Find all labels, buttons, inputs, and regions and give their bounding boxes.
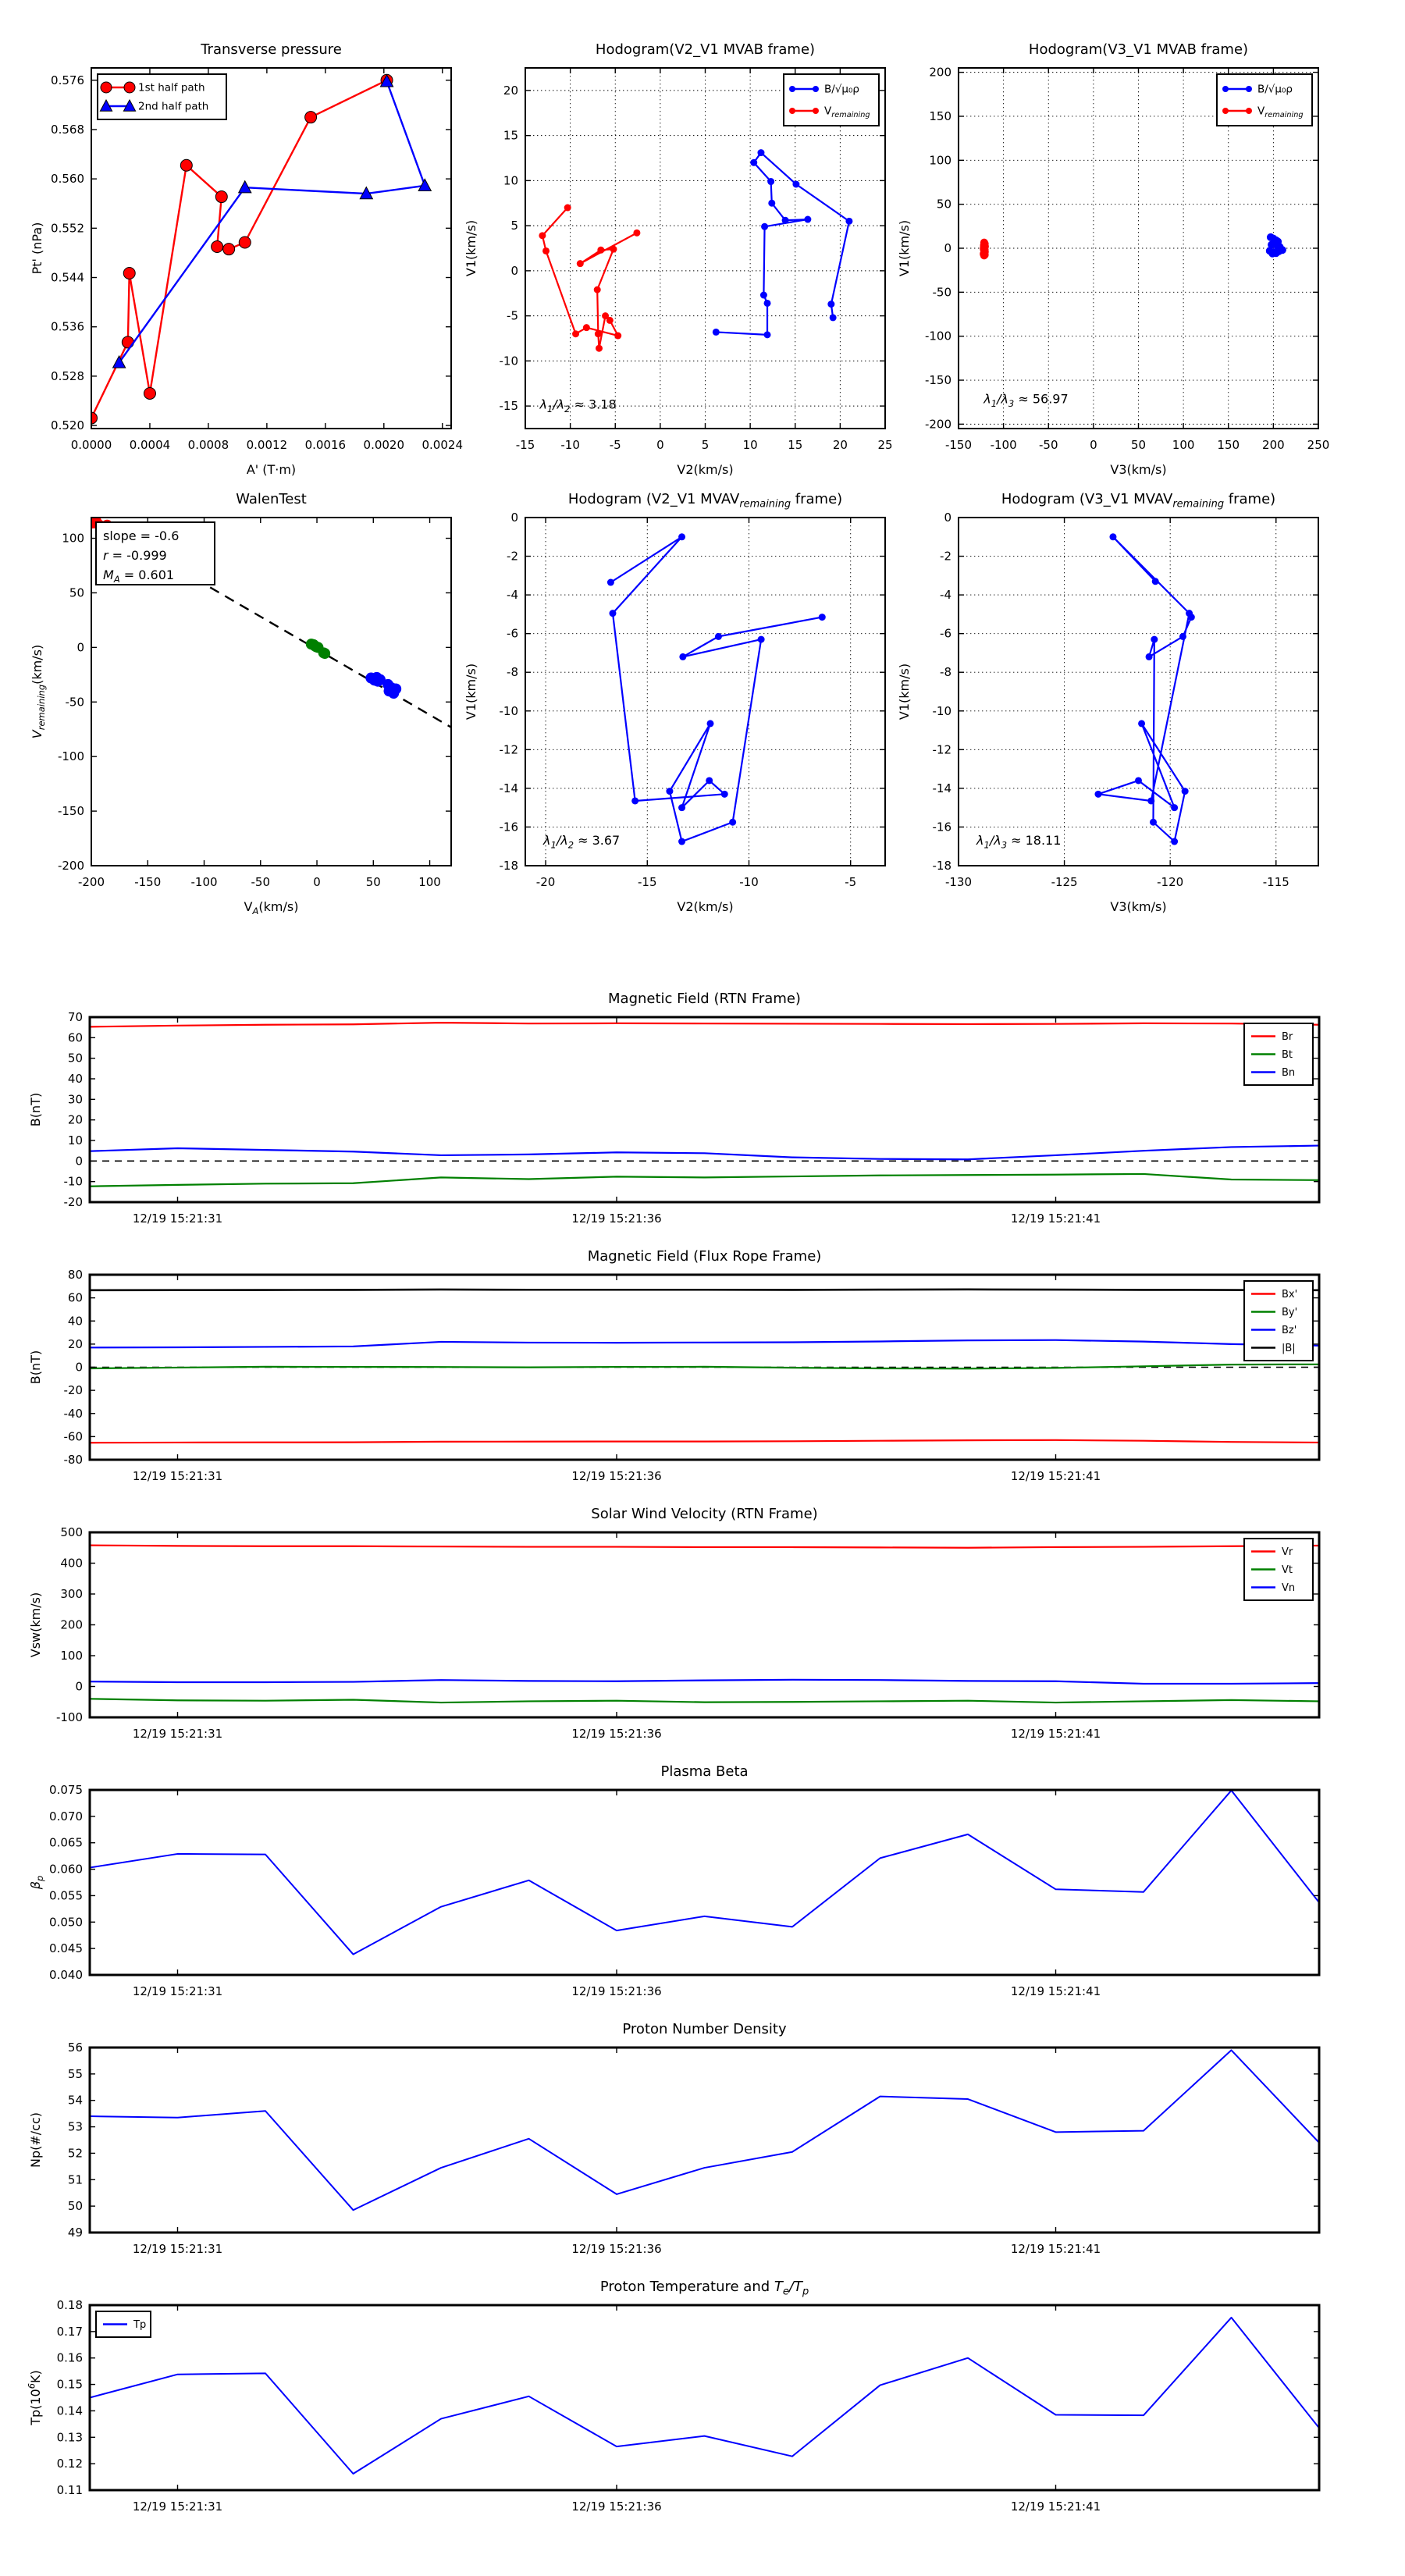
svg-text:-14: -14 — [499, 781, 518, 795]
svg-text:0.15: 0.15 — [56, 2377, 83, 2392]
svg-text:15: 15 — [788, 438, 803, 452]
svg-text:-2: -2 — [940, 549, 951, 564]
svg-text:-18: -18 — [499, 859, 518, 873]
panel-plasma-beta — [0, 1752, 1405, 2010]
svg-text:200: 200 — [929, 65, 951, 80]
svg-text:-2: -2 — [507, 549, 518, 564]
svg-text:55: 55 — [67, 2066, 83, 2081]
svg-text:Plasma Beta: Plasma Beta — [660, 1763, 749, 1780]
panel-solar-wind-velocity — [0, 1495, 1405, 1752]
svg-text:V1(km/s): V1(km/s) — [897, 663, 912, 720]
svg-text:-15: -15 — [499, 399, 518, 414]
svg-text:200: 200 — [60, 1617, 83, 1632]
svg-text:50: 50 — [936, 197, 951, 212]
svg-text:Np(#/cc): Np(#/cc) — [28, 2112, 43, 2168]
svg-text:0.070: 0.070 — [49, 1809, 83, 1823]
svg-text:0: 0 — [313, 875, 321, 889]
svg-text:12/19 15:21:41: 12/19 15:21:41 — [1010, 2500, 1101, 2514]
svg-text:-10: -10 — [560, 438, 580, 452]
svg-text:Bx': Bx' — [1282, 1289, 1298, 1301]
svg-text:-50: -50 — [932, 285, 951, 300]
svg-text:-100: -100 — [190, 875, 218, 889]
svg-text:-60: -60 — [63, 1429, 83, 1444]
svg-text:0.536: 0.536 — [51, 319, 84, 334]
svg-text:By': By' — [1282, 1307, 1298, 1319]
svg-text:300: 300 — [60, 1587, 83, 1601]
svg-text:-130: -130 — [944, 875, 973, 889]
svg-text:0.075: 0.075 — [49, 1783, 83, 1797]
svg-text:0.045: 0.045 — [49, 1941, 83, 1956]
svg-text:-100: -100 — [990, 438, 1017, 452]
plot-hodogram-v3v1-mvav — [867, 476, 1336, 937]
svg-text:500: 500 — [60, 1525, 83, 1539]
svg-text:0: 0 — [944, 511, 951, 525]
svg-text:0.13: 0.13 — [56, 2430, 83, 2445]
svg-text:-15: -15 — [638, 875, 657, 889]
svg-text:0: 0 — [656, 438, 664, 452]
svg-text:53: 53 — [67, 2119, 83, 2134]
panel-magnetic-field-rtn — [0, 980, 1405, 1237]
svg-text:-100: -100 — [55, 1710, 83, 1724]
svg-text:λ1/λ2 ≈ 3.18: $\lambda_1/\lambda_2 \approx 3.18$ — [539, 397, 617, 415]
svg-text:56: 56 — [67, 2041, 83, 2055]
svg-text:51: 51 — [67, 2172, 83, 2187]
svg-text:Vremaining: $V_{remaining}$ — [1257, 105, 1304, 120]
svg-text:0: 0 — [510, 511, 518, 525]
svg-text:0.060: 0.060 — [49, 1862, 83, 1877]
svg-text:12/19 15:21:41: 12/19 15:21:41 — [1010, 1469, 1101, 1483]
svg-text:10: 10 — [67, 1133, 83, 1147]
svg-text:V2(km/s): V2(km/s) — [677, 899, 734, 914]
svg-text:B(nT): B(nT) — [28, 1350, 43, 1385]
svg-text:Solar Wind Velocity (RTN Frame: Solar Wind Velocity (RTN Frame) — [591, 1506, 818, 1522]
svg-text:0: 0 — [75, 1679, 83, 1694]
svg-text:50: 50 — [67, 1051, 83, 1066]
svg-text:12/19 15:21:36: 12/19 15:21:36 — [571, 1469, 662, 1483]
svg-text:70: 70 — [67, 1010, 83, 1024]
svg-text:150: 150 — [1217, 438, 1240, 452]
svg-text:0.18: 0.18 — [56, 2298, 83, 2312]
svg-text:0.055: 0.055 — [49, 1888, 83, 1903]
svg-text:0: 0 — [944, 241, 951, 255]
svg-text:Hodogram (V3_V1 MVAVremaining: Hodogram (V3_V1 $MVAV_{remaining}$ frame) — [1001, 491, 1276, 511]
svg-text:12/19 15:21:41: 12/19 15:21:41 — [1010, 1984, 1101, 1998]
svg-text:60: 60 — [67, 1290, 83, 1305]
svg-text:0: 0 — [76, 640, 84, 655]
svg-text:-14: -14 — [932, 781, 951, 795]
svg-text:Bt: Bt — [1282, 1049, 1293, 1062]
svg-text:Hodogram(V3_V1 MVAB frame): Hodogram(V3_V1 MVAB frame) — [1028, 41, 1249, 58]
svg-text:100: 100 — [1172, 438, 1195, 452]
svg-text:0.0012: 0.0012 — [246, 438, 288, 452]
svg-text:Vsw(km/s): Vsw(km/s) — [28, 1592, 43, 1658]
svg-text:0.520: 0.520 — [51, 418, 84, 433]
svg-text:0.528: 0.528 — [51, 368, 84, 383]
svg-text:250: 250 — [1307, 438, 1330, 452]
svg-text:100: 100 — [62, 531, 84, 546]
svg-text:0.0008: 0.0008 — [187, 438, 229, 452]
svg-text:-150: -150 — [134, 875, 162, 889]
svg-text:Proton Temperature and Te/Tp: Proton Temperature and $T_e/T_p$ — [599, 2279, 809, 2298]
svg-text:Tp: Tp — [133, 2319, 147, 2332]
svg-text:V1(km/s): V1(km/s) — [897, 219, 912, 277]
svg-text:-50: -50 — [251, 875, 271, 889]
svg-text:12/19 15:21:36: 12/19 15:21:36 — [571, 1727, 662, 1741]
svg-text:-20: -20 — [535, 875, 556, 889]
svg-text:-100: -100 — [924, 329, 951, 343]
plot-transverse-pressure — [0, 8, 468, 476]
svg-text:80: 80 — [67, 1268, 83, 1282]
svg-text:0.065: 0.065 — [49, 1835, 83, 1850]
svg-text:0.12: 0.12 — [56, 2457, 83, 2471]
svg-text:Vt: Vt — [1282, 1564, 1293, 1577]
svg-text:-16: -16 — [932, 820, 951, 834]
svg-text:V3(km/s): V3(km/s) — [1110, 899, 1167, 914]
svg-text:12/19 15:21:31: 12/19 15:21:31 — [132, 1984, 223, 1998]
svg-text:0.568: 0.568 — [51, 122, 84, 137]
svg-text:12/19 15:21:41: 12/19 15:21:41 — [1010, 1212, 1101, 1226]
svg-text:-10: -10 — [739, 875, 759, 889]
svg-text:2nd half path: 2nd half path — [138, 100, 209, 113]
svg-text:25: 25 — [877, 438, 893, 452]
svg-text:-150: -150 — [57, 804, 84, 819]
svg-text:-6: -6 — [507, 626, 518, 641]
svg-text:V3(km/s): V3(km/s) — [1110, 462, 1167, 476]
svg-text:12/19 15:21:31: 12/19 15:21:31 — [132, 1727, 223, 1741]
svg-text:200: 200 — [1262, 438, 1285, 452]
svg-text:VA(km/s): $V_A(km/s)$ — [244, 899, 299, 917]
svg-text:40: 40 — [67, 1314, 83, 1329]
svg-text:Vr: Vr — [1282, 1546, 1293, 1559]
svg-text:Vremaining(km/s): $V_{remaining}(km/s)$ — [30, 644, 48, 739]
svg-text:-125: -125 — [1051, 875, 1078, 889]
svg-text:r = -0.999: r = -0.999 — [103, 548, 167, 563]
svg-text:Magnetic Field (Flux Rope Fram: Magnetic Field (Flux Rope Frame) — [587, 1248, 822, 1265]
svg-text:λ1/λ2 ≈ 3.67: $\lambda_1/\lambda_2 \approx 3.67$ — [543, 833, 621, 851]
svg-text:30: 30 — [67, 1092, 83, 1107]
svg-text:|B|: |B| — [1282, 1343, 1296, 1355]
svg-text:-200: -200 — [57, 859, 84, 873]
svg-text:-10: -10 — [932, 703, 951, 718]
svg-text:20: 20 — [503, 83, 518, 98]
svg-text:-200: -200 — [77, 875, 105, 889]
svg-text:100: 100 — [929, 153, 951, 168]
panel-proton-density — [0, 2010, 1405, 2268]
svg-text:0.552: 0.552 — [51, 221, 84, 236]
svg-text:12/19 15:21:31: 12/19 15:21:31 — [132, 2242, 223, 2256]
svg-text:-200: -200 — [924, 417, 951, 432]
svg-text:12/19 15:21:41: 12/19 15:21:41 — [1010, 1727, 1101, 1741]
svg-text:-10: -10 — [63, 1174, 83, 1189]
svg-text:12/19 15:21:36: 12/19 15:21:36 — [571, 2500, 662, 2514]
svg-text:Vn: Vn — [1282, 1582, 1296, 1595]
svg-text:0.0000: 0.0000 — [70, 438, 112, 452]
svg-text:A' (T·m): A' (T·m) — [246, 462, 297, 476]
svg-text:Hodogram (V2_V1 MVAVremaining: Hodogram (V2_V1 $MVAV_{remaining}$ frame) — [567, 491, 843, 511]
svg-text:10: 10 — [742, 438, 758, 452]
svg-text:49: 49 — [67, 2226, 83, 2240]
svg-text:-16: -16 — [499, 820, 518, 834]
svg-text:54: 54 — [67, 2093, 83, 2108]
plot-hodogram-v2v1-mvab — [434, 8, 902, 476]
svg-text:50: 50 — [67, 2199, 83, 2214]
svg-text:Proton Number Density: Proton Number Density — [622, 2021, 787, 2037]
svg-text:1st half path: 1st half path — [138, 81, 205, 94]
svg-text:-12: -12 — [932, 742, 951, 757]
svg-text:-50: -50 — [65, 695, 84, 710]
svg-text:V2(km/s): V2(km/s) — [677, 462, 734, 476]
svg-text:-6: -6 — [940, 626, 951, 641]
plot-walen-test — [0, 476, 468, 937]
plot-hodogram-v2v1-mvav — [434, 476, 902, 937]
svg-text:B/√μ₀ρ: B/√μ₀ρ — [824, 83, 859, 96]
svg-text:0: 0 — [1090, 438, 1097, 452]
svg-text:0: 0 — [75, 1154, 83, 1169]
svg-text:Br: Br — [1282, 1031, 1293, 1044]
svg-text:-40: -40 — [63, 1406, 83, 1421]
svg-text:-50: -50 — [1039, 438, 1058, 452]
svg-text:20: 20 — [67, 1112, 83, 1127]
svg-text:0.560: 0.560 — [51, 172, 84, 187]
svg-text:WalenTest: WalenTest — [236, 491, 307, 507]
svg-text:-150: -150 — [924, 373, 951, 388]
svg-text:Pt' (nPa): Pt' (nPa) — [30, 222, 44, 275]
svg-text:-10: -10 — [499, 354, 518, 368]
svg-text:0.14: 0.14 — [56, 2403, 83, 2418]
svg-text:-115: -115 — [1262, 875, 1289, 889]
svg-text:12/19 15:21:36: 12/19 15:21:36 — [571, 1212, 662, 1226]
svg-text:0.050: 0.050 — [49, 1915, 83, 1930]
svg-text:Magnetic Field (RTN Frame): Magnetic Field (RTN Frame) — [608, 991, 801, 1007]
svg-text:40: 40 — [67, 1072, 83, 1086]
svg-text:52: 52 — [67, 2146, 83, 2161]
svg-text:-12: -12 — [499, 742, 518, 757]
svg-text:100: 100 — [418, 875, 441, 889]
plot-hodogram-v3v1-mvab — [867, 8, 1336, 476]
svg-text:50: 50 — [69, 585, 84, 600]
svg-text:12/19 15:21:31: 12/19 15:21:31 — [132, 1469, 223, 1483]
svg-text:λ1/λ3 ≈ 56.97: $\lambda_1/\lambda_3 \approx 56.97$ — [984, 391, 1069, 409]
svg-text:Bn: Bn — [1282, 1067, 1296, 1080]
svg-text:400: 400 — [60, 1556, 83, 1571]
svg-text:12/19 15:21:41: 12/19 15:21:41 — [1010, 2242, 1101, 2256]
svg-text:-4: -4 — [940, 588, 951, 603]
svg-text:-4: -4 — [507, 588, 518, 603]
svg-text:Bz': Bz' — [1282, 1325, 1297, 1337]
svg-text:50: 50 — [1130, 438, 1147, 452]
svg-text:0: 0 — [75, 1360, 83, 1375]
svg-text:20: 20 — [67, 1336, 83, 1351]
svg-text:-5: -5 — [507, 308, 518, 323]
svg-text:-120: -120 — [1157, 875, 1184, 889]
svg-text:Tp(106K): $Tp(10^6K)$ — [26, 2370, 43, 2425]
svg-text:βp: $\beta_p$ — [28, 1875, 46, 1890]
svg-text:-20: -20 — [63, 1195, 83, 1209]
svg-text:12/19 15:21:31: 12/19 15:21:31 — [132, 2500, 223, 2514]
svg-text:0.0020: 0.0020 — [363, 438, 405, 452]
svg-text:12/19 15:21:31: 12/19 15:21:31 — [132, 1212, 223, 1226]
svg-text:0.11: 0.11 — [56, 2483, 83, 2497]
svg-text:λ1/λ3 ≈ 18.11: $\lambda_1/\lambda_3 \approx 18.11$ — [976, 833, 1062, 851]
svg-text:12/19 15:21:36: 12/19 15:21:36 — [571, 1984, 662, 1998]
svg-text:B(nT): B(nT) — [28, 1092, 43, 1127]
svg-text:5: 5 — [701, 438, 710, 452]
svg-text:-8: -8 — [940, 665, 951, 680]
svg-text:0.16: 0.16 — [56, 2350, 83, 2365]
svg-text:0.0004: 0.0004 — [129, 438, 171, 452]
svg-text:15: 15 — [503, 128, 518, 143]
svg-text:-10: -10 — [499, 703, 518, 718]
svg-text:0: 0 — [510, 263, 518, 278]
svg-text:-5: -5 — [845, 875, 857, 889]
svg-text:-150: -150 — [944, 438, 973, 452]
svg-text:-15: -15 — [515, 438, 535, 452]
svg-text:Vremaining: $V_{remaining}$ — [824, 105, 870, 120]
svg-text:Transverse pressure: Transverse pressure — [201, 41, 342, 58]
svg-text:0.040: 0.040 — [49, 1968, 83, 1982]
svg-text:B/√μ₀ρ: B/√μ₀ρ — [1257, 83, 1293, 96]
svg-text:-20: -20 — [63, 1383, 83, 1398]
svg-text:Hodogram(V2_V1 MVAB frame): Hodogram(V2_V1 MVAB frame) — [595, 41, 816, 58]
svg-text:-5: -5 — [609, 438, 621, 452]
svg-text:100: 100 — [60, 1649, 83, 1663]
svg-text:slope = -0.6: slope = -0.6 — [103, 528, 180, 543]
svg-text:V1(km/s): V1(km/s) — [464, 663, 478, 720]
svg-text:12/19 15:21:36: 12/19 15:21:36 — [571, 2242, 662, 2256]
svg-text:150: 150 — [929, 109, 951, 123]
svg-text:-100: -100 — [57, 749, 84, 764]
svg-text:-80: -80 — [63, 1453, 83, 1467]
svg-text:0.0016: 0.0016 — [304, 438, 347, 452]
svg-text:-18: -18 — [932, 859, 951, 873]
panel-proton-temperature — [0, 2268, 1405, 2525]
panel-magnetic-field-flux-rope — [0, 1237, 1405, 1495]
svg-text:0.17: 0.17 — [56, 2324, 83, 2339]
svg-text:0.544: 0.544 — [51, 270, 84, 285]
svg-text:50: 50 — [365, 875, 381, 889]
svg-text:10: 10 — [503, 173, 518, 188]
svg-text:60: 60 — [67, 1030, 83, 1045]
svg-text:20: 20 — [832, 438, 848, 452]
svg-text:5: 5 — [510, 219, 518, 233]
svg-text:MA = 0.601: $M_A = 0.601$ — [103, 568, 175, 585]
svg-text:0.0024: 0.0024 — [422, 438, 464, 452]
svg-text:-8: -8 — [507, 665, 518, 680]
svg-text:V1(km/s): V1(km/s) — [464, 219, 478, 277]
svg-text:0.576: 0.576 — [51, 73, 84, 87]
